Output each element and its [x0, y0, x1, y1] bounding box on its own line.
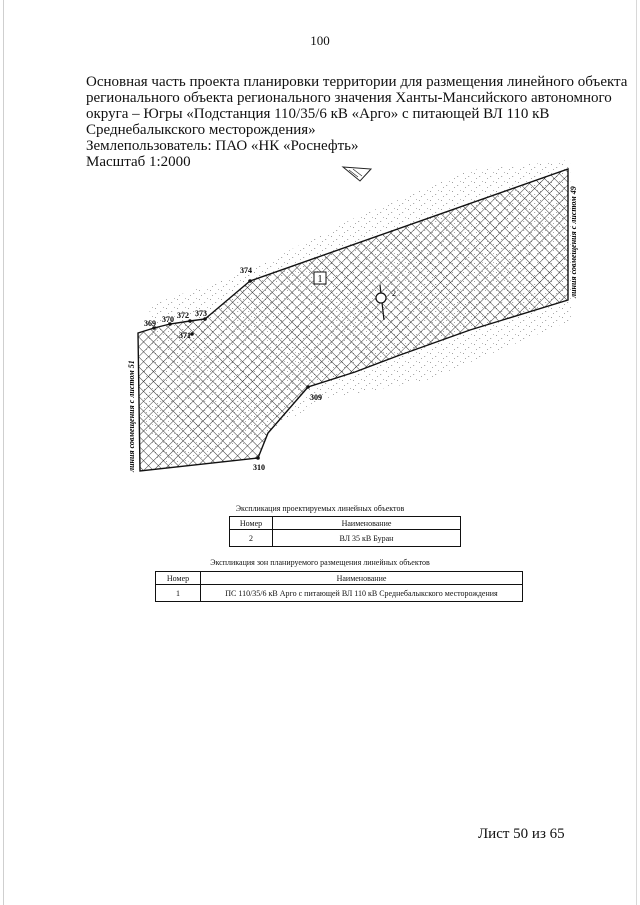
- table-header-row: [230, 517, 461, 530]
- point-label-309: 309: [310, 393, 322, 402]
- scale-line: Масштаб 1:2000: [86, 154, 191, 170]
- point-label-373: 373: [195, 309, 207, 318]
- title-line-1: Основная часть проекта планировки территории для размещения линейного объекта: [86, 74, 628, 90]
- boundary-point-309: [306, 385, 310, 389]
- left-match-line-label: линия совмещения с листом 51: [127, 360, 136, 472]
- page-number: 100: [310, 33, 330, 48]
- table-header-number: Номер: [156, 572, 201, 585]
- point-label-310: 310: [253, 463, 265, 472]
- point-label-370: 370: [162, 315, 174, 324]
- table-cell-number: 1: [156, 585, 201, 602]
- title-line-3: округа – Югры «Подстанция 110/35/6 кВ «Арго» с питающей ВЛ 110 кВ: [86, 106, 550, 122]
- point-label-371: 371: [179, 331, 191, 340]
- table-cell-number: 2: [230, 530, 273, 547]
- table-row: [230, 530, 461, 547]
- table-header-number: Номер: [230, 517, 273, 530]
- title-line-4: Среднебалыкского месторождения»: [86, 122, 316, 138]
- substation-symbol-icon: [376, 293, 386, 303]
- title-line-2: регионального объекта регионального значения Ханты-Мансийского автономного: [86, 90, 612, 106]
- table-cell-name: ВЛ 35 кВ Буран: [273, 530, 461, 547]
- right-match-line-label: линия совмещения с листом 49: [569, 186, 578, 298]
- table-cell-name: ПС 110/35/6 кВ Арго с питающей ВЛ 110 кВ Среднебалыкского месторождения: [201, 585, 523, 602]
- north-arrow-icon: [343, 167, 371, 181]
- table-header-name: Наименование: [201, 572, 523, 585]
- projected-objects-table: [229, 516, 461, 547]
- point-label-372: 372: [177, 311, 189, 320]
- table1-caption: Экспликация проектируемых линейных объектов: [235, 504, 405, 513]
- table-row: [156, 585, 523, 602]
- boundary-point-310: [256, 456, 260, 460]
- point-label-374: 374: [240, 266, 252, 275]
- planned-zone-polygon: [138, 169, 568, 471]
- table-header-row: [156, 572, 523, 585]
- table-header-name: Наименование: [273, 517, 461, 530]
- boundary-point-374: [248, 279, 252, 283]
- line-object-label: 2: [392, 289, 396, 298]
- land-user-line: Землепользователь: ПАО «НК «Роснефть»: [86, 138, 359, 154]
- zone-label: 1: [317, 274, 323, 285]
- sheet-counter: Лист 50 из 65: [478, 826, 565, 842]
- zones-table: [155, 571, 523, 602]
- point-label-369: 369: [144, 319, 156, 328]
- table2-caption: Экспликация зон планируемого размещения линейных объектов: [210, 558, 430, 567]
